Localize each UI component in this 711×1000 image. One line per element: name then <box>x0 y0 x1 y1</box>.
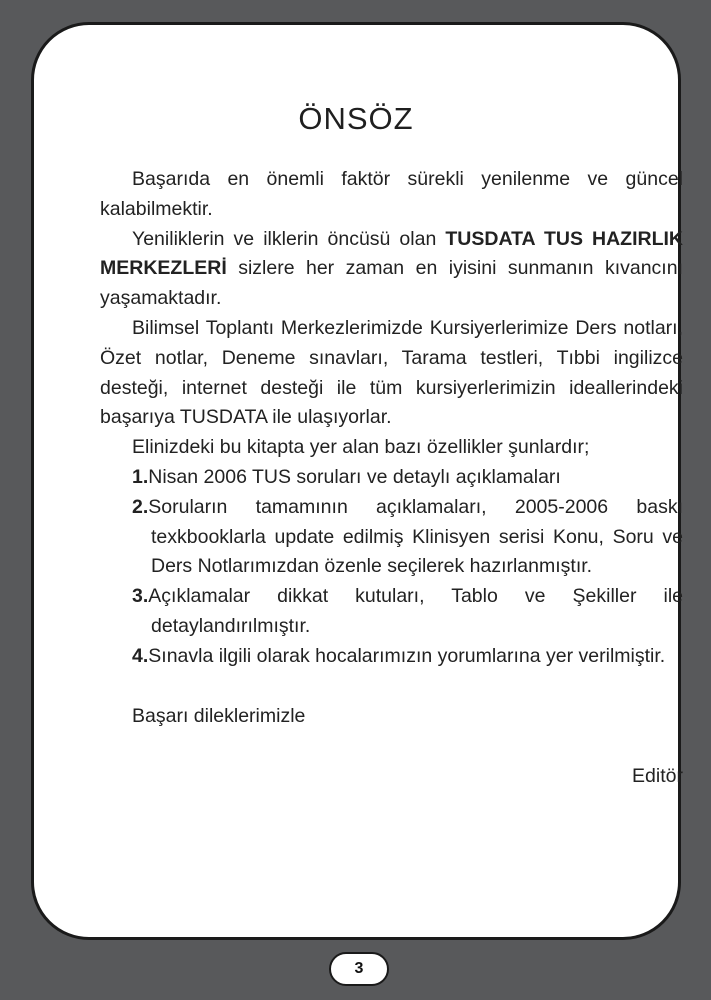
paragraph-innovation-end: sizlere her zaman en iyisini sunmanın kıvancını yaşamaktadır. <box>100 257 683 310</box>
feature-text: Nisan 2006 TUS soruları ve detaylı açıklamaları <box>148 465 561 488</box>
preface-content <box>100 165 683 792</box>
feature-list <box>100 463 683 672</box>
feature-text: Soruların tamamının açıklamaları, 2005-2006 baskı texkbooklarla update edilmiş Klinisyen serisi Konu, Soru ve Ders Notlarımızdan özenle seçilerek hazırlanmıştır. <box>148 495 683 578</box>
feature-text: Açıklamalar dikkat kutuları, Tablo ve Şekiller ile detaylandırılmıştır. <box>148 585 683 637</box>
paragraph-intro: Başarıda en önemli faktör sürekli yenilenme ve güncel kalabilmektir. <box>100 168 683 220</box>
page-frame <box>31 22 681 940</box>
feature-number: 3. <box>132 585 149 608</box>
feature-item-1 <box>132 463 683 493</box>
feature-item-2 <box>132 493 683 582</box>
feature-number: 1. <box>132 465 149 488</box>
paragraph-innovation-start: Yeniliklerin ve ilklerin öncüsü olan <box>132 227 446 250</box>
closing-line: Başarı dileklerimizle <box>132 704 306 727</box>
paragraph-services: Bilimsel Toplantı Merkezlerimizde Kursiyerlerimize Ders notları, Özet notlar, Deneme sınavları, Tarama testleri, Tıbbi ingilizce desteği, internet desteği ile tüm kursiyerlerimizin ideallerindeki başarıya TUSDATA ile ulaşıyorlar. <box>100 316 683 429</box>
paragraph-features-intro: Elinizdeki bu kitapta yer alan bazı özellikler şunlardır; <box>132 436 590 459</box>
feature-number: 4. <box>132 644 149 667</box>
paragraph-innovation <box>100 225 683 314</box>
page-title: ÖNSÖZ <box>298 101 414 136</box>
brand-name: TUSDATA TUS HAZIRLIK MERKEZLERİ <box>100 227 683 280</box>
feature-text: Sınavla ilgili olarak hocalarımızın yorumlarına yer verilmiştir. <box>148 644 666 667</box>
signature: Editör <box>632 765 683 788</box>
page-number-badge: 3 <box>329 952 389 986</box>
feature-item-4 <box>132 642 683 672</box>
feature-number: 2. <box>132 495 149 518</box>
feature-item-3 <box>132 582 683 642</box>
